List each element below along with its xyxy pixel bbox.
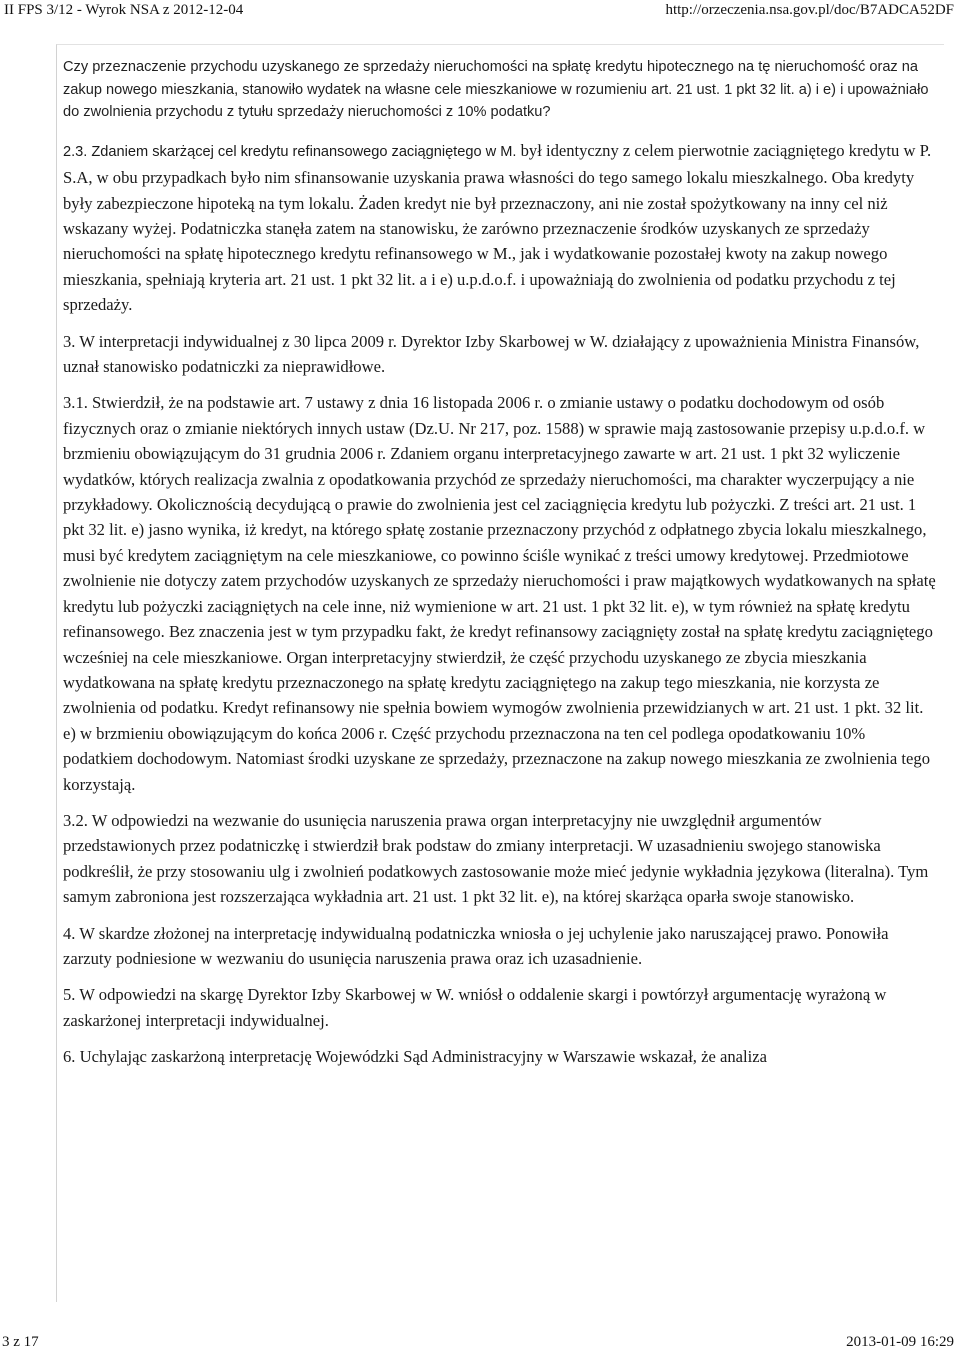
document-body	[63, 56, 937, 1081]
paragraph-2-3-text: był identyczny z celem pierwotnie zaciągniętego kredytu w P. S.A, w obu przypadkach było nim sfinansowanie uzyskania prawa własności do tego samego lokalu mieszkalnego. Oba kredyty były zabezpieczone hipoteką na tym lokalu. Żaden kredyt nie był przeznaczony, ani nie został spożytkowany na inny cel niż wskazany wyżej. Podatniczka stanęła zatem na stanowisku, że zarówno przeznaczenie środków uzyskanych ze sprzedaży nieruchomości na spłatę hipotecznego kredytu refinansowego w M., jak i wydatkowanie pozostałej kwoty na zakup nowego mieszkania, spełniają kryteria art. 21 ust. 1 pkt 32 lit. a i e) u.p.d.o.f. i upoważniają do zwolnienia od podatku przychodu z tej sprzedaży.	[63, 140, 932, 315]
footer-page-number: 3 z 17	[2, 1334, 39, 1350]
paragraph-3: 3. W interpretacji indywidualnej z 30 lipca 2009 r. Dyrektor Izby Skarbowej w W. działający z upoważnienia Ministra Finansów, uznał stanowisko podatniczki za nieprawidłowe.	[63, 331, 920, 377]
intro-question: Czy przeznaczenie przychodu uzyskanego ze sprzedaży nieruchomości na spłatę kredytu hipotecznego na tę nieruchomość oraz na zakup nowego mieszkania, stanowiło wydatek na własne cele mieszkaniowe w rozumieniu art. 21 ust. 1 pkt 32 lit. a) i e) i upoważniało do zwolnienia przychodu z tytułu sprzedaży nieruchomości z 10% podatku?	[63, 59, 929, 121]
header-document-title: II FPS 3/12 - Wyrok NSA z 2012-12-04	[4, 2, 244, 18]
paragraph-3-1: 3.1. Stwierdził, że na podstawie art. 7 ustawy z dnia 16 listopada 2006 r. o zmianie ustawy o podatku dochodowym od osób fizycznych oraz o zmianie niektórych innych ustaw (Dz.U. Nr 217, poz. 1588) w sprawie mają zastosowanie przepisy u.p.d.o.f. w brzmieniu obowiązującym do 31 grudnia 2006 r. Zdaniem organu interpretacyjnego zawarte w art. 21 ust. 1 pkt 32 wyliczenie wydatków, których realizacja zwalnia z opodatkowania przychód ze sprzedaży nieruchomości, ma charakter wyczerpujący a nie przykładowy. Okolicznością decydującą o prawie do zwolnienia jest cel zaciągnięcia kredytu lub pożyczki. Z treści art. 21 ust. 1 pkt 32 lit. e) jasno wynika, iż kredyt, na którego spłatę zostanie przeznaczony przychód z odpłatnego zbycia lokalu mieszkalnego, musi być kredytem zaciągniętym na cele mieszkaniowe, co powinno ściśle wynikać z treści umowy kredytowej. Przedmiotowe zwolnienie nie dotyczy zatem przychodów uzyskanych ze sprzedaży nieruchomości i praw majątkowych wydatkowanych na spłatę kredytu lub pożyczki zaciągniętych na cele inne, niż wymienione w art. 21 ust. 1 pkt 32 lit. e), w tym również na spłatę kredytu refinansowego. Bez znaczenia jest w tym przypadku fakt, że kredyt refinansowy zaciągnięty został na spłatę kredytu zaciągniętego wcześniej na cele mieszkaniowe. Organ interpretacyjny stwierdził, że część przychodu uzyskanego ze zbycia mieszkania wydatkowana na spłatę kredytu przeznaczonego na spłatę kredytu zaciągniętego na zakup tego mieszkania, nie korzysta ze zwolnienia od podatku. Kredyt refinansowy nie spełnia bowiem wymogów zwolnienia przewidzianych w art. 21 ust. 1 pkt. 32 lit. e) w brzmieniu obowiązującym do końca 2006 r. Część przychodu przeznaczona na ten cel podlega opodatkowaniu 10% podatkiem dochodowym. Natomiast środki uzyskane ze sprzedaży, przeznaczone na zakup nowego mieszkania ze zwolnienia tego korzystają.	[63, 393, 936, 794]
paragraph-6: 6. Uchylając zaskarżoną interpretację Wojewódzki Sąd Administracyjny w Warszawie wskazał, że analiza	[63, 1047, 767, 1067]
paragraph-2-3	[63, 138, 937, 318]
page-footer	[0, 1332, 960, 1356]
paragraph-2-3-lead: 2.3. Zdaniem skarżącej cel kredytu refinansowego zaciągniętego w M.	[63, 143, 517, 160]
paragraph-4: 4. W skardze złożonej na interpretację indywidualną podatniczka wniosła o jej uchylenie jako naruszającej prawo. Ponowiła zarzuty podniesione w wezwaniu do usunięcia naruszenia prawa oraz ich uzasadnienie.	[63, 923, 889, 968]
paragraph-3-2: 3.2. W odpowiedzi na wezwanie do usunięcia naruszenia prawa organ interpretacyjny nie uwzględnił argumentów przedstawionych przez podatniczkę i stwierdził brak podstaw do zmiany interpretacji. W uzasadnieniu swojego stanowiska podkreślił, że przy stosowaniu ulg i zwolnień podatkowych zastosowanie może mieć jedynie wykładnia językowa (literalna). Tym samym zabroniona jest rozszerzająca wykładnia art. 21 ust. 1 pkt 32 lit. e), na której skarżąca oparła swoje stanowisko.	[63, 810, 929, 907]
header-source-url: http://orzeczenia.nsa.gov.pl/doc/B7ADCA52DF	[665, 2, 954, 18]
paragraph-5: 5. W odpowiedzi na skargę Dyrektor Izby Skarbowej w W. wniósł o oddalenie skargi i powtórzył argumentację wyrażoną w zaskarżonej interpretacji indywidualnej.	[63, 985, 887, 1030]
footer-print-timestamp: 2013-01-09 16:29	[846, 1334, 954, 1350]
page-header	[0, 0, 960, 28]
